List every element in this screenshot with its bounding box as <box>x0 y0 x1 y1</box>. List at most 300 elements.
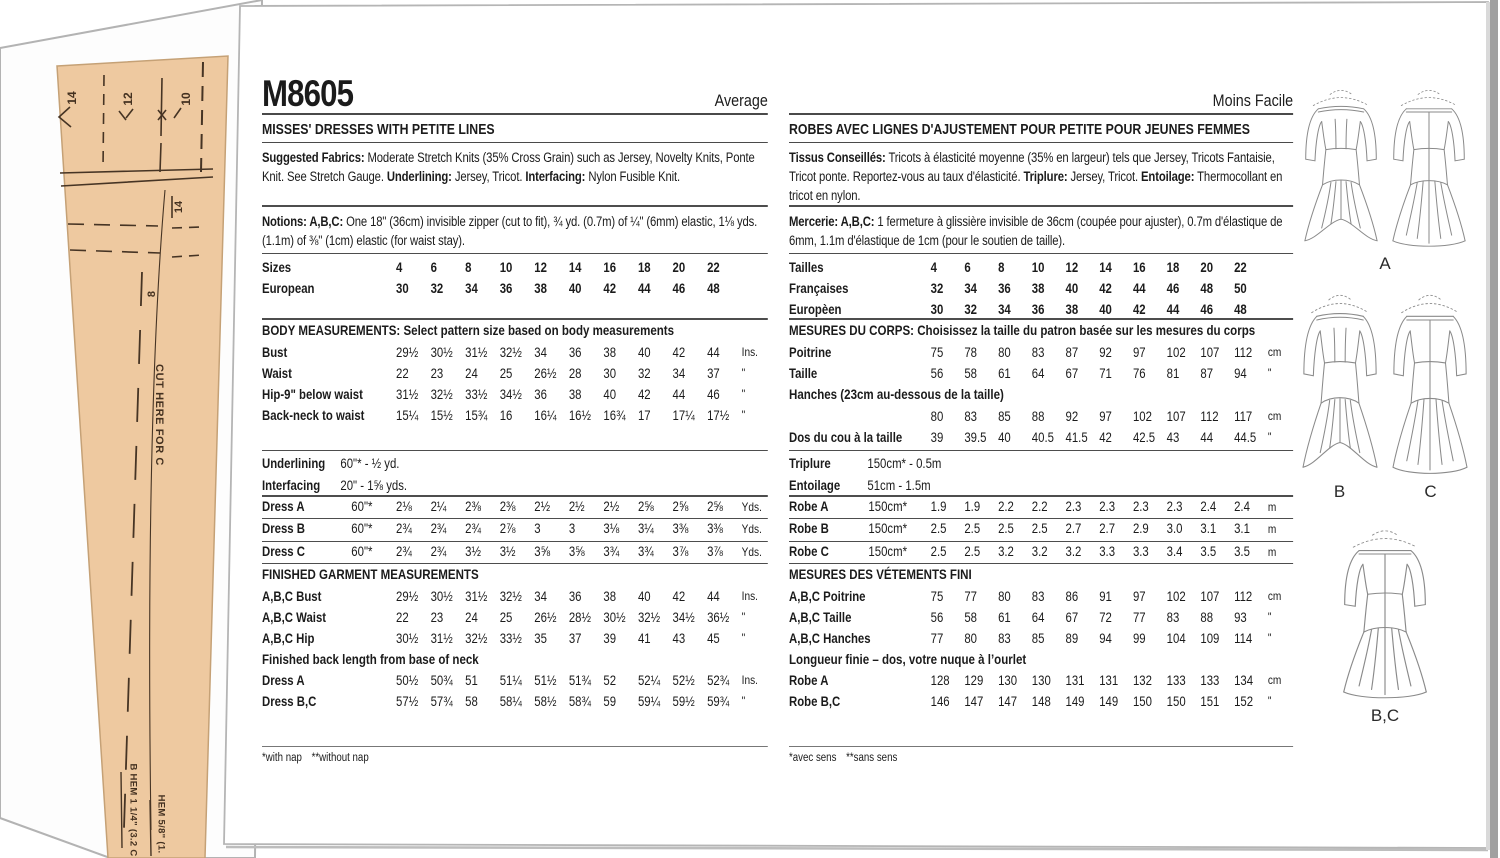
table-cell: 72 <box>1099 610 1112 625</box>
table-cell: 112 <box>1234 589 1253 604</box>
table-cell: 6 <box>430 260 437 275</box>
table-cell: 44 <box>1200 429 1214 445</box>
table-cell: 151 <box>1200 694 1220 709</box>
table-cell: 46 <box>672 281 686 296</box>
table-cell: 2¾ <box>396 521 412 536</box>
table-cell: 130 <box>1031 673 1051 688</box>
table-cell: 147 <box>964 694 984 709</box>
bold-text: Suggested Fabrics: <box>262 150 365 165</box>
unit-cell: Yds. <box>741 544 762 559</box>
fabric-width-label: 150cm* <box>868 498 908 514</box>
table-row <box>262 519 768 542</box>
table-cell: 51 <box>465 673 478 688</box>
row-label <box>789 363 931 384</box>
table-cell: 75 <box>930 589 944 604</box>
table-cell: 48 <box>1200 281 1214 296</box>
table-cell: 1.9 <box>930 498 947 514</box>
table-cell: 2¾ <box>430 521 447 536</box>
tissue-hem-label: HEM 5/8" (1. <box>155 794 167 854</box>
table-cell: 40.5 <box>1031 429 1054 445</box>
table-cell: 18 <box>637 260 651 275</box>
table-cell: 58¾ <box>568 694 592 709</box>
table-cell: 16 <box>1132 260 1146 275</box>
row-label <box>262 405 396 426</box>
table-heading: Longueur finie – dos, votre nuque à l’ourlet <box>789 652 1027 667</box>
table-cell: 76 <box>1132 365 1146 381</box>
nap-footnote: *with nap **without nap <box>262 746 768 764</box>
bold-text: Notions: A,B,C: <box>262 213 344 229</box>
table-cell: 61 <box>998 365 1011 381</box>
divider <box>262 205 768 207</box>
unit-cell: Ins. <box>741 344 758 359</box>
table-cell: 107 <box>1166 408 1186 424</box>
unit-cell: Ins. <box>741 589 758 603</box>
table-cell: 23 <box>430 365 444 381</box>
table-row <box>262 363 768 384</box>
table-row <box>262 342 768 363</box>
table-cell: 46 <box>1166 281 1180 296</box>
table-cell: 33½ <box>499 631 522 646</box>
table-cell: 2.3 <box>1065 498 1082 514</box>
table-cell: 97 <box>1132 344 1146 360</box>
tissue-size-label: 14 <box>65 91 79 105</box>
table-cell: 40 <box>637 589 651 604</box>
view-a-label: A <box>1379 254 1391 273</box>
unit-cell: " <box>1267 610 1272 624</box>
view-c-label: C <box>1424 482 1437 501</box>
table-cell: 38 <box>603 344 617 360</box>
table-cell: 81 <box>1166 365 1180 381</box>
row-label-text: A,B,C Waist <box>262 610 327 625</box>
row-label <box>789 257 931 278</box>
table-cell: 147 <box>998 694 1018 709</box>
unit-cell: cm <box>1267 344 1282 359</box>
table-cell: 22 <box>707 260 720 275</box>
table-cell: 3½ <box>499 543 516 559</box>
row-label <box>262 586 396 607</box>
header-row <box>789 68 1293 115</box>
table-cell: 92 <box>1099 344 1112 360</box>
row-label <box>262 497 396 519</box>
row-label <box>262 628 396 649</box>
table-cell: 58 <box>964 365 978 381</box>
table-cell: 31½ <box>465 589 488 604</box>
unit-cell: " <box>741 694 746 708</box>
table-cell: 3⅜ <box>707 521 723 536</box>
row-label-text: Robe A <box>789 498 829 514</box>
table-cell: 34 <box>998 302 1011 317</box>
text: 1 fermeture à glissière invisible de 36cm (coupée pour ajuster), 0.7m d'élastique de 6mm, 1.1m d'élastique de 1cm (pour le soutien de taille). <box>789 213 1283 248</box>
table-row <box>262 628 768 649</box>
table-cell: 133 <box>1200 673 1220 688</box>
table-cell: 85 <box>1031 631 1045 646</box>
french-column <box>789 68 1293 764</box>
tissue-size-label: 14 <box>173 200 185 214</box>
table-cell: 31½ <box>430 631 453 646</box>
table-cell: 16¾ <box>603 407 626 423</box>
table-cell: 2.5 <box>930 521 947 536</box>
fabric-width-label: 150cm* <box>868 521 908 536</box>
table-cell: 58 <box>964 610 978 625</box>
table-cell: 15½ <box>430 407 453 423</box>
table-cell: 32 <box>637 365 651 381</box>
table-cell: 64 <box>1031 610 1045 625</box>
table-cell: 29½ <box>396 344 419 360</box>
table-cell: 2⅝ <box>672 498 689 514</box>
table-cell: 3 <box>568 521 576 536</box>
row-label <box>789 427 931 448</box>
table-heading: Hanches (23cm au-dessous de la taille) <box>789 386 1004 402</box>
table-cell: 85 <box>998 408 1011 424</box>
table-cell: 37 <box>568 631 582 646</box>
table-cell: 107 <box>1200 589 1220 604</box>
table-cell: 3⅜ <box>672 521 689 536</box>
row-label: Entoilage <box>789 478 841 493</box>
table-cell: 77 <box>930 631 944 646</box>
table-row <box>789 406 1293 427</box>
table-cell: 77 <box>964 589 978 604</box>
table-row <box>262 475 768 497</box>
table-cell: 12 <box>1065 260 1079 275</box>
fabric-width-label: 60"* <box>351 543 373 559</box>
table-cell: 48 <box>1234 302 1247 317</box>
table-cell: 2.2 <box>998 498 1014 514</box>
table-cell: 3 <box>534 521 541 536</box>
table-row <box>262 278 768 299</box>
tissue-size-label: 8 <box>146 290 158 298</box>
row-label-text: Bust <box>262 344 288 360</box>
row-label <box>789 542 931 564</box>
table-cell: 20 <box>672 260 686 275</box>
table-cell: 39 <box>603 631 617 646</box>
table-cell: 37 <box>707 365 720 381</box>
table-cell: 3.2 <box>1065 543 1082 559</box>
table-cell: 3.2 <box>1031 543 1048 559</box>
table-cell: 2.4 <box>1234 498 1250 514</box>
row-value: 20" - 1⅝ yds. <box>340 478 408 493</box>
row-label <box>789 670 931 691</box>
text: Jersey, Tricot. <box>1067 169 1142 184</box>
table-row <box>789 278 1293 299</box>
row-label <box>789 691 931 712</box>
table-cell: 44 <box>707 344 720 360</box>
table-cell: 41.5 <box>1065 429 1088 445</box>
table-cell: 3¾ <box>637 543 654 559</box>
table-cell: 104 <box>1166 631 1186 646</box>
table-cell: 91 <box>1099 589 1112 604</box>
table-cell: 3½ <box>465 543 481 559</box>
table-cell: 30 <box>396 281 409 296</box>
table-cell: 39.5 <box>964 429 987 445</box>
row-label-text: A,B,C Poitrine <box>789 589 866 604</box>
table-cell: 32½ <box>637 610 661 625</box>
table-cell: 102 <box>1132 408 1152 424</box>
fabric-width-label: 150cm* <box>868 543 908 559</box>
table-cell: 150 <box>1166 694 1186 709</box>
row-label <box>262 607 396 628</box>
unit-cell: cm <box>1267 589 1282 603</box>
table-row <box>789 475 1293 497</box>
table-cell: 38 <box>1065 302 1079 317</box>
underlining-interfacing-table <box>262 451 768 495</box>
table-cell: 34½ <box>499 386 522 402</box>
table-cell: 32½ <box>499 344 522 360</box>
table-cell: 14 <box>568 260 582 275</box>
row-label <box>789 406 931 427</box>
table-cell: 149 <box>1065 694 1085 709</box>
table-cell: 61 <box>998 610 1011 625</box>
finished-measurements-table <box>789 564 1293 712</box>
bold-text: Entoilage: <box>1141 169 1195 184</box>
row-label <box>789 278 931 299</box>
text: Thermocollant en tricot en nylon. <box>789 169 1283 203</box>
table-cell: 36 <box>499 281 513 296</box>
table-cell: 59¾ <box>707 694 730 709</box>
table-cell: 26½ <box>534 610 557 625</box>
table-cell: 15¼ <box>396 407 419 423</box>
table-cell: 132 <box>1132 673 1152 688</box>
table-cell: 48 <box>707 281 720 296</box>
table-cell: 2.3 <box>1099 498 1116 514</box>
table-cell: 10 <box>1031 260 1045 275</box>
table-row <box>262 670 768 691</box>
row-label <box>789 519 931 541</box>
table-cell: 2.5 <box>998 521 1014 536</box>
table-cell: 42 <box>1099 429 1112 445</box>
row-label-text: A,B,C Taille <box>789 610 852 625</box>
unit-cell: Yds. <box>741 522 762 536</box>
notions-paragraph <box>262 212 768 253</box>
table-cell: 2⅝ <box>707 498 723 514</box>
table-cell: 56 <box>930 365 944 381</box>
table-cell: 58½ <box>534 694 557 709</box>
table-cell: 2.4 <box>1200 498 1217 514</box>
table-cell: 8 <box>998 260 1005 275</box>
table-row <box>262 542 768 565</box>
table-row <box>789 691 1293 712</box>
table-cell: 149 <box>1099 694 1119 709</box>
table-cell: 83 <box>964 408 978 424</box>
row-label <box>262 542 396 564</box>
table-heading: BODY MEASUREMENTS: Select pattern size based on body measurements <box>262 322 675 338</box>
table-cell: 40 <box>998 429 1011 445</box>
table-cell: 3¼ <box>637 521 654 536</box>
table-cell: 80 <box>998 344 1011 360</box>
table-cell: 2½ <box>603 498 620 514</box>
table-cell: 42 <box>672 344 686 360</box>
table-row <box>789 453 1293 475</box>
table-cell: 3.5 <box>1200 543 1217 559</box>
table-cell: 22 <box>396 610 409 625</box>
unit-cell: " <box>741 631 746 645</box>
bold-text: Tissus Conseillés: <box>789 150 886 165</box>
unit-cell: m <box>1267 499 1277 514</box>
table-cell: 23 <box>430 610 444 625</box>
table-cell: 40 <box>568 281 582 296</box>
table-cell: 24 <box>465 365 478 381</box>
table-cell: 86 <box>1065 589 1079 604</box>
table-cell: 40 <box>637 344 651 360</box>
table-cell: 52½ <box>672 673 695 688</box>
row-label-text: Dos du cou à la taille <box>789 429 903 445</box>
row-label <box>789 607 931 628</box>
dress-a-front-illustration <box>1299 84 1383 252</box>
table-row <box>262 691 768 712</box>
row-label <box>789 586 931 607</box>
table-cell: 16½ <box>568 407 592 423</box>
table-cell: 44 <box>672 386 686 402</box>
table-cell: 46 <box>707 386 720 402</box>
table-cell: 2.5 <box>964 543 981 559</box>
row-label <box>262 342 396 363</box>
table-cell: 2⅜ <box>499 498 516 514</box>
size-table <box>789 254 1293 318</box>
view-bc-illustration-row <box>1294 524 1476 704</box>
row-label-text: A,B,C Hanches <box>789 631 871 646</box>
view-bc-label: B,C <box>1370 706 1400 725</box>
table-cell: 25 <box>499 610 513 625</box>
view-b-c-illustrations <box>1294 288 1476 480</box>
unit-cell <box>742 257 768 278</box>
dress-illustrations <box>1294 84 1476 726</box>
dress-bc-back-illustration <box>1337 524 1433 704</box>
table-cell: 2.2 <box>1031 498 1048 514</box>
table-cell: 22 <box>1234 260 1247 275</box>
table-cell: 20 <box>1200 260 1214 275</box>
unit-cell: m <box>1267 522 1277 536</box>
table-cell: 4 <box>930 260 937 275</box>
row-label-text: Robe B <box>789 521 829 536</box>
pattern-title: ROBES AVEC LIGNES D'AJUSTEMENT POUR PETITE POUR JEUNES FEMMES <box>789 115 1293 143</box>
table-row <box>789 542 1293 565</box>
fabric-width-label: 60"* <box>351 521 373 536</box>
unit-cell: Ins. <box>741 673 758 687</box>
table-cell: 57½ <box>396 694 419 709</box>
table-cell: 6 <box>964 260 971 275</box>
table-cell: 107 <box>1200 344 1220 360</box>
table-cell: 31½ <box>396 386 419 402</box>
table-cell: 2.5 <box>964 521 981 536</box>
table-cell: 102 <box>1166 589 1186 604</box>
table-cell: 59½ <box>672 694 695 709</box>
table-cell: 42 <box>1099 281 1112 296</box>
unit-cell: " <box>741 365 746 380</box>
table-cell: 16 <box>499 407 513 423</box>
table-cell: 131 <box>1099 673 1119 688</box>
header-row <box>262 68 768 115</box>
finished-measurements-table <box>262 564 768 712</box>
table-cell: 2½ <box>534 498 551 514</box>
table-cell: 34 <box>672 365 686 381</box>
row-label: Triplure <box>789 456 831 471</box>
unit-cell: " <box>1267 694 1272 708</box>
unit-cell: " <box>1267 631 1272 645</box>
table-row <box>789 363 1293 384</box>
table-cell: 44 <box>1166 302 1180 317</box>
table-cell: 3.0 <box>1166 521 1183 536</box>
table-cell: 83 <box>1166 610 1180 625</box>
table-heading: FINISHED GARMENT MEASUREMENTS <box>262 567 479 582</box>
table-cell: 4 <box>396 260 403 275</box>
table-cell: 16¼ <box>534 407 557 423</box>
unit-cell: cm <box>1267 408 1282 423</box>
tissue-hem-label: B HEM 1 1/4" (3.2 C <box>127 763 139 857</box>
unit-cell: " <box>1267 365 1272 380</box>
body-measurements-table <box>262 320 768 450</box>
table-cell: 59 <box>603 694 617 709</box>
row-value: 150cm* - 0.5m <box>867 456 942 471</box>
table-cell: 33½ <box>465 386 488 402</box>
table-cell: 83 <box>998 631 1011 646</box>
table-cell: 58 <box>465 694 478 709</box>
table-cell: 88 <box>1200 610 1214 625</box>
table-cell: 36 <box>998 281 1011 296</box>
table-row <box>262 453 768 475</box>
table-cell: 34½ <box>672 610 695 625</box>
table-heading: Finished back length from base of neck <box>262 652 479 667</box>
unit-cell <box>1268 278 1293 299</box>
bold-text: Triplure: <box>1023 169 1068 184</box>
table-cell: 43 <box>672 631 686 646</box>
table-cell: 26½ <box>534 365 557 381</box>
table-cell: 36 <box>534 386 547 402</box>
table-cell: 28½ <box>568 610 592 625</box>
table-cell: 30½ <box>430 344 453 360</box>
table-cell: 32½ <box>465 631 488 646</box>
table-cell: 3⅞ <box>672 543 689 559</box>
table-cell: 3.2 <box>998 543 1014 559</box>
table-cell: 2⅛ <box>396 498 412 514</box>
table-cell: 3⅞ <box>707 543 723 559</box>
unit-cell: " <box>741 407 746 422</box>
row-value: 60"* - ½ yd. <box>340 456 400 471</box>
table-row <box>262 257 768 278</box>
table-cell: 2¾ <box>465 521 481 536</box>
row-label: Interfacing <box>262 478 321 493</box>
table-cell: 128 <box>930 673 950 688</box>
row-label-text: Robe A <box>789 673 829 688</box>
unit-cell: " <box>741 386 746 401</box>
bold-text: Interfacing: <box>525 169 586 184</box>
table-cell: 2.7 <box>1065 521 1082 536</box>
table-cell: 3.4 <box>1166 543 1183 559</box>
table-cell: 44 <box>707 589 720 604</box>
row-label-text: Hip-9" below waist <box>262 386 363 402</box>
table-cell: 152 <box>1234 694 1254 709</box>
row-label-text: Dress A <box>262 673 305 688</box>
table-cell: 30 <box>930 302 944 317</box>
table-cell: 94 <box>1234 365 1247 381</box>
text: Nylon Fusible Knit. <box>585 169 681 184</box>
table-cell: 87 <box>1065 344 1079 360</box>
row-label-text: Back-neck to waist <box>262 407 365 423</box>
row-label-text: Robe C <box>789 543 829 559</box>
row-label-text: Robe B,C <box>789 694 841 709</box>
pattern-number: M8605 <box>262 73 354 114</box>
row-label <box>262 257 396 278</box>
row-label-text: Poitrine <box>789 344 832 360</box>
table-cell: 52¾ <box>707 673 730 688</box>
table-cell: 32 <box>930 281 944 296</box>
table-cell: 129 <box>964 673 984 688</box>
table-cell: 32 <box>964 302 978 317</box>
divider <box>789 205 1293 207</box>
table-cell: 36 <box>568 589 582 604</box>
row-label-text: Dress C <box>262 543 306 559</box>
table-cell: 83 <box>1031 344 1045 360</box>
yardage-table <box>789 497 1293 565</box>
table-cell: 43 <box>1166 429 1180 445</box>
